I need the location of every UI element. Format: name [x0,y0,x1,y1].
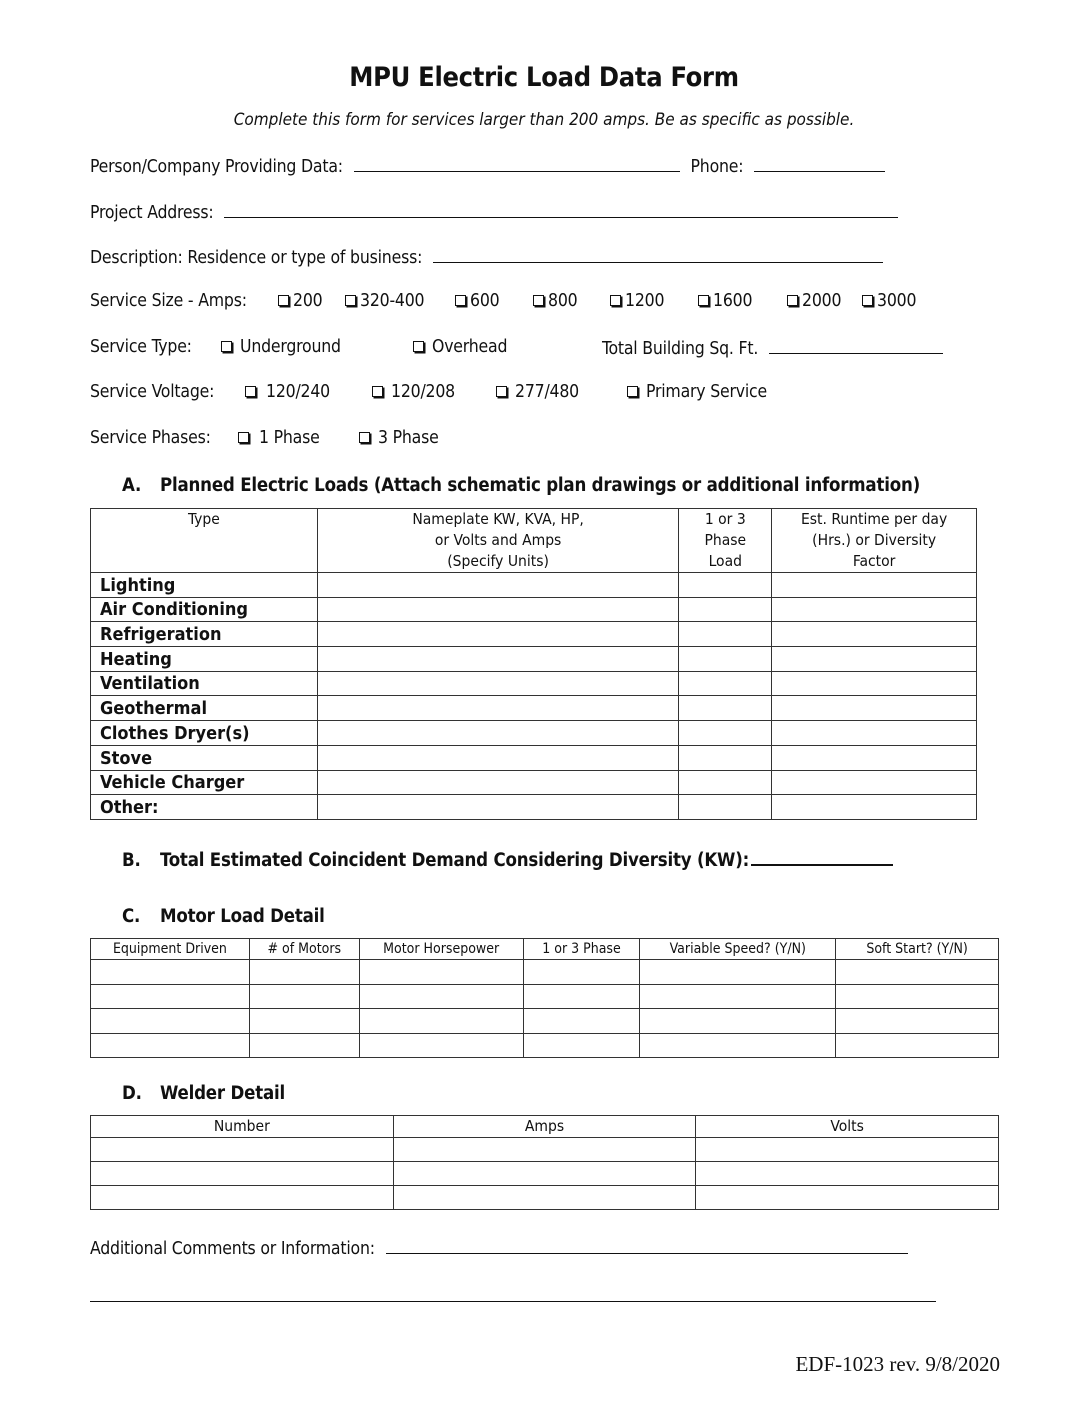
checkbox-icon[interactable] [238,432,249,443]
phone-field[interactable] [754,155,885,172]
additional-comments-line-2[interactable] [90,1300,936,1302]
nameplate-cell[interactable] [317,795,679,820]
variable-speed-cell[interactable] [640,1009,836,1034]
runtime-cell[interactable] [772,622,977,647]
checkbox-icon[interactable] [359,432,370,443]
service-phases-option-1-phase[interactable]: 1 Phase [238,428,320,448]
service-size-label: Service Size - Amps: [90,291,247,311]
equipment-cell[interactable] [91,984,250,1009]
phase-cell[interactable] [523,984,640,1009]
column-header-phase: 1 or 3 Phase [523,939,640,960]
table-row: Lighting [91,573,977,598]
number-cell[interactable] [91,1138,394,1162]
column-header-variable-speed: Variable Speed? (Y/N) [640,939,836,960]
checkbox-icon[interactable] [496,386,507,397]
phase-cell[interactable] [523,1009,640,1034]
runtime-cell[interactable] [772,770,977,795]
runtime-cell[interactable] [772,745,977,770]
checkbox-icon[interactable] [862,295,873,306]
nameplate-cell[interactable] [317,622,679,647]
volts-cell[interactable] [696,1138,999,1162]
column-header-soft-start: Soft Start? (Y/N) [836,939,999,960]
service-voltage-row [90,382,214,402]
additional-comments-row [90,1237,908,1259]
welder-table [90,1115,999,1210]
checkbox-icon[interactable] [245,386,256,397]
section-a-heading: A. Planned Electric Loads (Attach schematic plan drawings or additional information) [122,475,920,496]
horsepower-cell[interactable] [359,1033,523,1058]
nameplate-cell[interactable] [317,770,679,795]
soft-start-cell[interactable] [836,960,999,985]
service-voltage-option-277-480[interactable]: 277/480 [496,382,579,402]
phase-cell[interactable] [679,696,772,721]
service-type-option-underground[interactable]: Underground [221,337,341,357]
equipment-cell[interactable] [91,1009,250,1034]
service-voltage-label: Service Voltage: [90,382,215,402]
service-size-option-600[interactable]: 600 [455,291,499,311]
additional-comments-field[interactable] [386,1237,908,1254]
section-c-heading: C. Motor Load Detail [122,906,325,927]
service-voltage-option-120-208[interactable]: 120/208 [372,382,455,402]
description-row [90,246,883,268]
total-sqft-row [602,337,943,359]
checkbox-icon[interactable] [413,341,424,352]
phase-cell[interactable] [523,960,640,985]
motor-load-table [90,938,999,1058]
checkbox-icon[interactable] [278,295,289,306]
phase-cell[interactable] [523,1033,640,1058]
service-size-option-1200[interactable]: 1200 [610,291,664,311]
person-company-label: Person/Company Providing Data: [90,157,343,177]
total-demand-field[interactable] [751,848,893,866]
description-field[interactable] [433,246,883,263]
table-row: Heating [91,647,977,672]
table-row [91,1009,999,1034]
person-company-row [90,155,885,177]
phase-cell[interactable] [679,795,772,820]
runtime-cell[interactable] [772,721,977,746]
soft-start-cell[interactable] [836,984,999,1009]
equipment-cell[interactable] [91,960,250,985]
horsepower-cell[interactable] [359,1009,523,1034]
service-size-option-3000[interactable]: 3000 [862,291,916,311]
column-header-number: Number [91,1116,394,1138]
phase-cell[interactable] [679,770,772,795]
column-header-horsepower: Motor Horsepower [359,939,523,960]
phase-cell[interactable] [679,573,772,598]
table-row [91,1138,999,1162]
checkbox-icon[interactable] [698,295,709,306]
description-label: Description: Residence or type of business: [90,248,423,268]
motors-cell[interactable] [249,960,359,985]
table-row [91,1162,999,1186]
table-header-row [91,1116,999,1138]
checkbox-icon[interactable] [627,386,638,397]
table-header-row [91,939,999,960]
project-address-field[interactable] [224,201,898,218]
service-type-row [90,337,192,357]
variable-speed-cell[interactable] [640,960,836,985]
amps-cell[interactable] [393,1138,696,1162]
horsepower-cell[interactable] [359,984,523,1009]
runtime-cell[interactable] [772,573,977,598]
runtime-cell[interactable] [772,597,977,622]
total-sqft-label: Total Building Sq. Ft. [602,339,759,359]
phone-label: Phone: [690,157,744,177]
table-row [91,960,999,985]
phase-cell[interactable] [679,745,772,770]
phase-cell[interactable] [679,671,772,696]
volts-cell[interactable] [696,1162,999,1186]
checkbox-icon[interactable] [610,295,621,306]
equipment-cell[interactable] [91,1033,250,1058]
checkbox-icon[interactable] [455,295,466,306]
soft-start-cell[interactable] [836,1009,999,1034]
service-size-option-800[interactable]: 800 [533,291,577,311]
horsepower-cell[interactable] [359,960,523,985]
nameplate-cell[interactable] [317,696,679,721]
table-row [91,1033,999,1058]
additional-comments-label: Additional Comments or Information: [90,1239,375,1259]
planned-loads-table [90,508,977,820]
page-title: MPU Electric Load Data Form [349,62,739,93]
nameplate-cell[interactable] [317,597,679,622]
table-row: Ventilation [91,671,977,696]
motors-cell[interactable] [249,1033,359,1058]
nameplate-cell[interactable] [317,721,679,746]
service-phases-label: Service Phases: [90,428,211,448]
column-header-motors: # of Motors [249,939,359,960]
column-header-type: Type [91,509,318,573]
table-row: Clothes Dryer(s) [91,721,977,746]
amps-cell[interactable] [393,1186,696,1210]
variable-speed-cell[interactable] [640,984,836,1009]
runtime-cell[interactable] [772,795,977,820]
project-address-row [90,201,898,223]
runtime-cell[interactable] [772,647,977,672]
table-row: Stove [91,745,977,770]
table-row: Vehicle Charger [91,770,977,795]
column-header-volts: Volts [696,1116,999,1138]
amps-cell[interactable] [393,1162,696,1186]
person-company-field[interactable] [354,155,680,172]
phase-cell[interactable] [679,647,772,672]
nameplate-cell[interactable] [317,745,679,770]
service-size-option-200[interactable]: 200 [278,291,322,311]
checkbox-icon[interactable] [345,295,356,306]
table-row [91,1186,999,1210]
checkbox-icon[interactable] [533,295,544,306]
service-type-label: Service Type: [90,337,192,357]
page-subtitle: Complete this form for services larger than 200 amps. Be as specific as possible. [233,110,855,130]
service-size-option-2000[interactable]: 2000 [787,291,841,311]
service-size-option-1600[interactable]: 1600 [698,291,752,311]
phase-cell[interactable] [679,622,772,647]
nameplate-cell[interactable] [317,647,679,672]
runtime-cell[interactable] [772,696,977,721]
table-header-row [91,509,977,573]
motors-cell[interactable] [249,984,359,1009]
soft-start-cell[interactable] [836,1033,999,1058]
project-address-label: Project Address: [90,203,214,223]
service-phases-option-3-phase[interactable]: 3 Phase [359,428,439,448]
service-size-row [90,291,247,311]
table-row: Refrigeration [91,622,977,647]
column-header-phase: 1 or 3 Phase Load [679,509,772,573]
runtime-cell[interactable] [772,671,977,696]
total-sqft-field[interactable] [769,337,943,354]
column-header-equipment: Equipment Driven [91,939,250,960]
phase-cell[interactable] [679,597,772,622]
service-size-option-320-400[interactable]: 320-400 [345,291,424,311]
checkbox-icon[interactable] [787,295,798,306]
section-d-heading: D. Welder Detail [122,1083,286,1104]
table-row: Other: [91,795,977,820]
service-voltage-option-120-240[interactable]: 120/240 [245,382,330,402]
motors-cell[interactable] [249,1009,359,1034]
checkbox-icon[interactable] [221,341,232,352]
service-voltage-option-primary[interactable]: Primary Service [627,382,767,402]
volts-cell[interactable] [696,1186,999,1210]
table-row: Air Conditioning [91,597,977,622]
table-row [91,984,999,1009]
number-cell[interactable] [91,1186,394,1210]
column-header-nameplate: Nameplate KW, KVA, HP, or Volts and Amps (Specify Units) [317,509,679,573]
nameplate-cell[interactable] [317,671,679,696]
section-b-heading: B. Total Estimated Coincident Demand Considering Diversity (KW): [122,848,893,871]
service-phases-row [90,428,211,448]
phase-cell[interactable] [679,721,772,746]
number-cell[interactable] [91,1162,394,1186]
column-header-runtime: Est. Runtime per day (Hrs.) or Diversity Factor [772,509,977,573]
form-id: EDF-1023 rev. 9/8/2020 [795,1352,1000,1376]
table-row: Geothermal [91,696,977,721]
service-type-option-overhead[interactable]: Overhead [413,337,507,357]
nameplate-cell[interactable] [317,573,679,598]
checkbox-icon[interactable] [372,386,383,397]
column-header-amps: Amps [393,1116,696,1138]
variable-speed-cell[interactable] [640,1033,836,1058]
